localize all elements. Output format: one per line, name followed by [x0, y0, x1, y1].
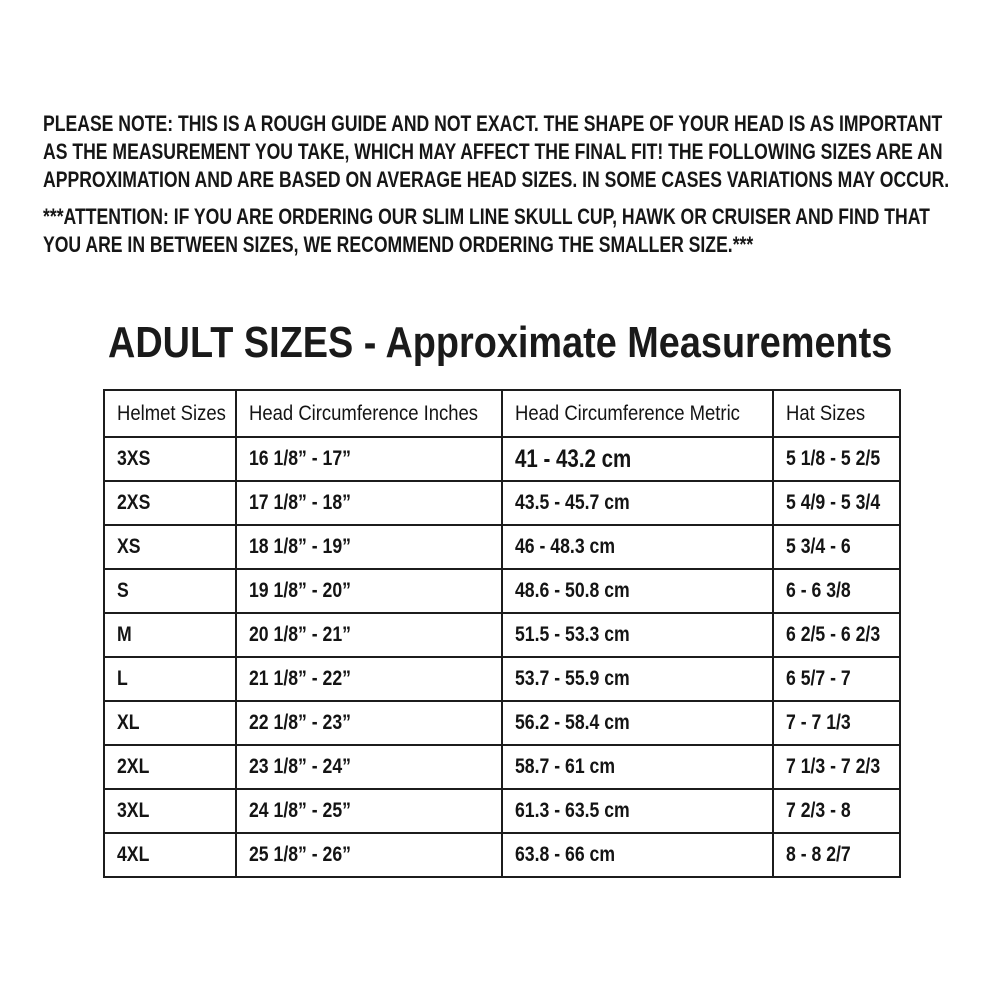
table-cell — [104, 525, 236, 569]
note-line: APPROXIMATION AND ARE BASED ON AVERAGE HEAD SIZES. IN SOME CASES VARIATIONS MAY OCCUR. — [43, 167, 950, 192]
cell-value: 20 1/8” - 21” — [249, 623, 351, 646]
cell-value: S — [117, 579, 129, 602]
table-cell — [773, 569, 900, 613]
table-header-row — [104, 390, 900, 437]
column-header-circumference-inches — [236, 390, 502, 437]
column-header-label: Head Circumference Inches — [249, 401, 479, 425]
table-row — [104, 481, 900, 525]
attention-line: YOU ARE IN BETWEEN SIZES, WE RECOMMEND ORDERING THE SMALLER SIZE.*** — [43, 232, 754, 257]
cell-value: 7 1/3 - 7 2/3 — [786, 755, 881, 778]
table-cell — [502, 525, 773, 569]
cell-value: XL — [117, 711, 140, 734]
cell-value: 16 1/8” - 17” — [249, 447, 351, 470]
table-cell — [236, 481, 502, 525]
note-paragraph — [43, 110, 1000, 194]
table-cell — [104, 657, 236, 701]
table-row — [104, 833, 900, 877]
table-cell — [236, 657, 502, 701]
table-cell — [502, 833, 773, 877]
cell-value: 41 - 43.2 cm — [515, 444, 632, 473]
cell-value: 3XL — [117, 799, 150, 822]
table-cell — [236, 833, 502, 877]
cell-value: 5 3/4 - 6 — [786, 535, 851, 558]
table-cell — [236, 789, 502, 833]
cell-value: XS — [117, 535, 141, 558]
cell-value: 5 4/9 - 5 3/4 — [786, 491, 881, 514]
table-row — [104, 437, 900, 481]
table-cell — [104, 833, 236, 877]
cell-value: 53.7 - 55.9 cm — [515, 667, 630, 690]
cell-value: 51.5 - 53.3 cm — [515, 623, 630, 646]
cell-value: 24 1/8” - 25” — [249, 799, 351, 822]
table-cell — [236, 745, 502, 789]
table-cell — [236, 437, 502, 481]
table-cell — [773, 789, 900, 833]
table-cell — [773, 701, 900, 745]
table-cell — [502, 745, 773, 789]
table-cell — [104, 437, 236, 481]
cell-value: 58.7 - 61 cm — [515, 755, 616, 778]
page-title: ADULT SIZES - Approximate Measurements — [108, 318, 893, 367]
attention-paragraph — [43, 203, 1000, 259]
cell-value: 43.5 - 45.7 cm — [515, 491, 630, 514]
table-cell — [773, 613, 900, 657]
table-cell — [773, 525, 900, 569]
cell-value: 18 1/8” - 19” — [249, 535, 351, 558]
table-cell — [236, 613, 502, 657]
cell-value: 63.8 - 66 cm — [515, 843, 616, 866]
column-header-circumference-metric — [502, 390, 773, 437]
column-header-label: Hat Sizes — [786, 401, 866, 425]
table-cell — [773, 657, 900, 701]
cell-value: 21 1/8” - 22” — [249, 667, 351, 690]
cell-value: 56.2 - 58.4 cm — [515, 711, 630, 734]
cell-value: 6 2/5 - 6 2/3 — [786, 623, 881, 646]
note-line: PLEASE NOTE: THIS IS A ROUGH GUIDE AND NOT EXACT. THE SHAPE OF YOUR HEAD IS AS IMPORTANT — [43, 111, 943, 136]
table-cell — [104, 613, 236, 657]
column-header-hat-sizes — [773, 390, 900, 437]
table-cell — [502, 613, 773, 657]
cell-value: 2XL — [117, 755, 150, 778]
table-row — [104, 789, 900, 833]
cell-value: 25 1/8” - 26” — [249, 843, 351, 866]
table-cell — [773, 481, 900, 525]
column-header-label: Helmet Sizes — [117, 401, 226, 425]
sizes-table — [103, 389, 901, 878]
table-row — [104, 701, 900, 745]
table-cell — [236, 701, 502, 745]
cell-value: 2XS — [117, 491, 151, 514]
cell-value: 7 - 7 1/3 — [786, 711, 851, 734]
cell-value: 17 1/8” - 18” — [249, 491, 351, 514]
cell-value: 19 1/8” - 20” — [249, 579, 351, 602]
table-cell — [104, 481, 236, 525]
table-cell — [502, 657, 773, 701]
table-cell — [502, 701, 773, 745]
note-line: AS THE MEASUREMENT YOU TAKE, WHICH MAY AFFECT THE FINAL FIT! THE FOLLOWING SIZES ARE AN — [43, 139, 943, 164]
table-cell — [236, 525, 502, 569]
table-cell — [104, 789, 236, 833]
cell-value: 48.6 - 50.8 cm — [515, 579, 630, 602]
table-cell — [502, 569, 773, 613]
attention-line: ***ATTENTION: IF YOU ARE ORDERING OUR SLIM LINE SKULL CUP, HAWK OR CRUISER AND FIND THAT — [43, 204, 930, 229]
column-header-label: Head Circumference Metric — [515, 401, 740, 425]
table-cell — [502, 437, 773, 481]
table-row — [104, 745, 900, 789]
cell-value: 6 - 6 3/8 — [786, 579, 851, 602]
cell-value: 22 1/8” - 23” — [249, 711, 351, 734]
table-cell — [104, 701, 236, 745]
table-cell — [773, 833, 900, 877]
table-row — [104, 613, 900, 657]
table-cell — [104, 569, 236, 613]
cell-value: 5 1/8 - 5 2/5 — [786, 447, 881, 470]
table-row — [104, 525, 900, 569]
cell-value: 7 2/3 - 8 — [786, 799, 851, 822]
table-cell — [773, 745, 900, 789]
cell-value: 3XS — [117, 447, 151, 470]
table-row — [104, 657, 900, 701]
cell-value: 23 1/8” - 24” — [249, 755, 351, 778]
table-row — [104, 569, 900, 613]
cell-value: 46 - 48.3 cm — [515, 535, 616, 558]
cell-value: 6 5/7 - 7 — [786, 667, 851, 690]
table-cell — [236, 569, 502, 613]
table-cell — [773, 437, 900, 481]
cell-value: L — [117, 667, 128, 690]
table-cell — [104, 745, 236, 789]
column-header-helmet-sizes — [104, 390, 236, 437]
cell-value: 4XL — [117, 843, 150, 866]
cell-value: M — [117, 623, 132, 646]
cell-value: 61.3 - 63.5 cm — [515, 799, 630, 822]
table-cell — [502, 481, 773, 525]
cell-value: 8 - 8 2/7 — [786, 843, 851, 866]
table-cell — [502, 789, 773, 833]
